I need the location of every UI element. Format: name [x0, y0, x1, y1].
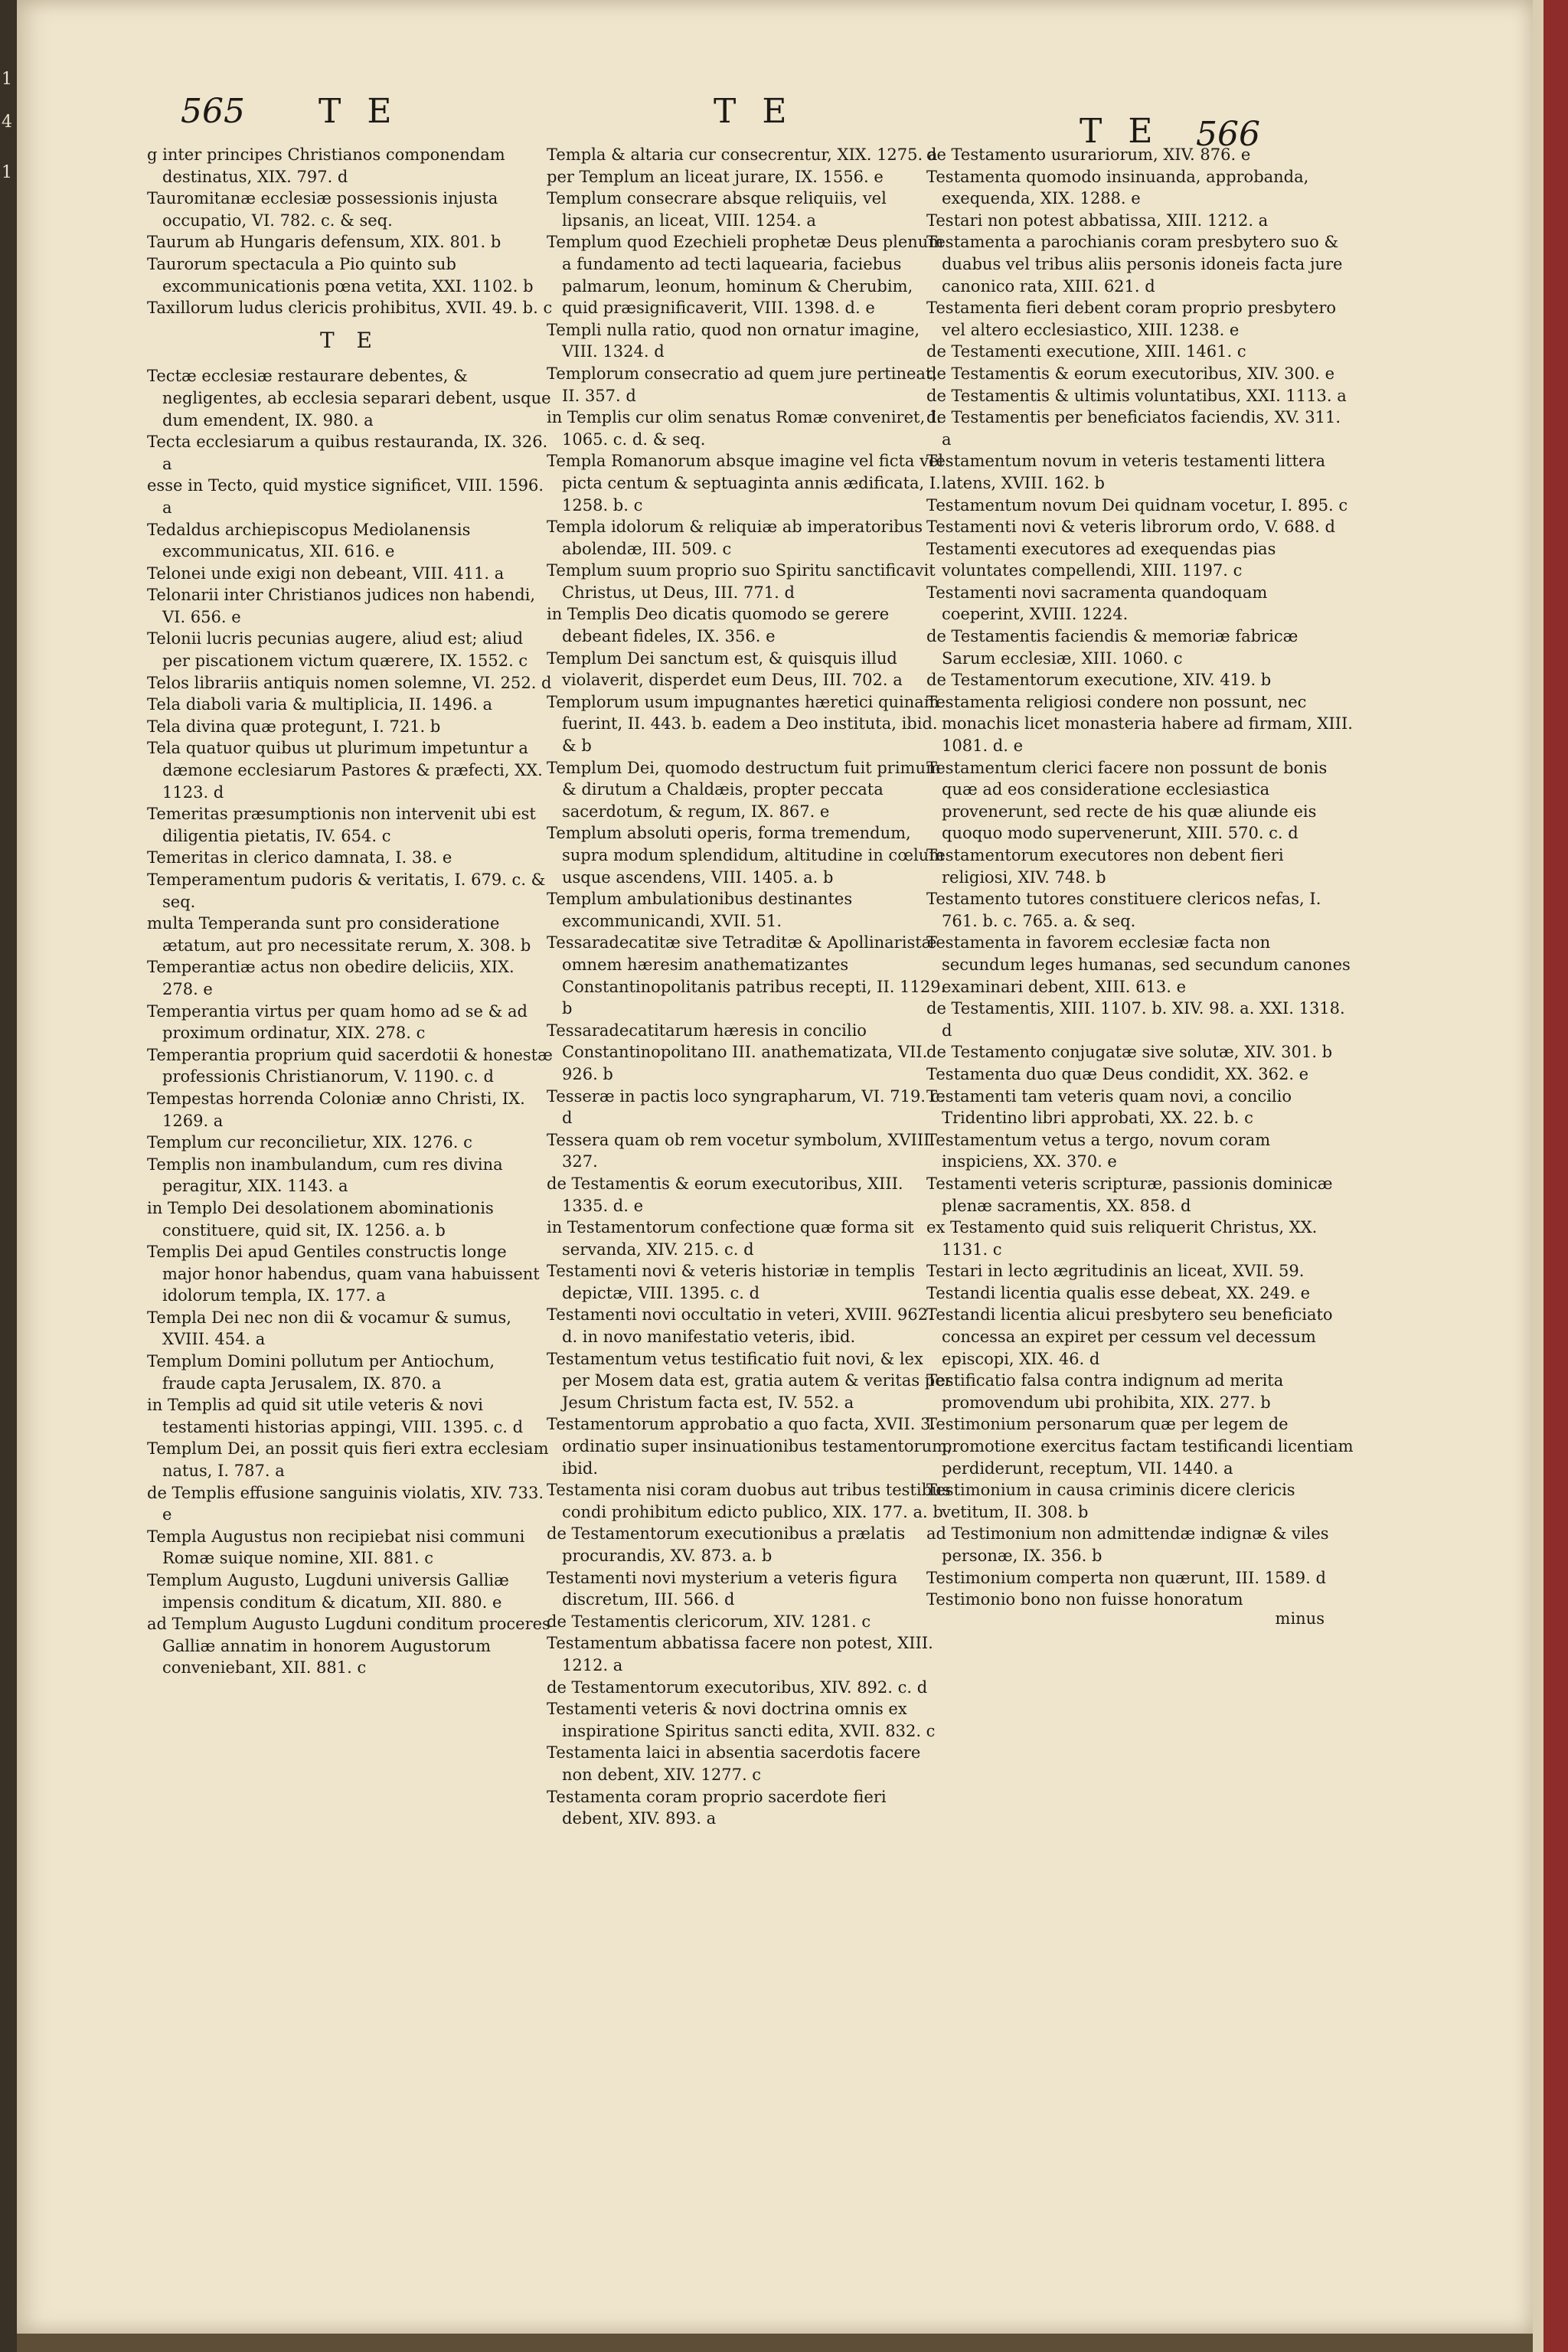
index-entry: Testamenti tam veteris quam novi, a concilio Tridentino libri approbati, XX. 22. b. c: [926, 1086, 1292, 1128]
index-entry: de Testamentis per beneficiatos faciendis, XV. 311. a: [926, 408, 1341, 449]
catchword: minus: [1275, 1609, 1325, 1628]
right-page-number: 566: [1196, 115, 1260, 154]
index-entry: Templa Augustus non recipiebat nisi communi Romæ suique nomine, XII. 881. c: [147, 1527, 525, 1568]
index-entry: Templum consecrare absque reliquiis, vel lipsanis, an liceat, VIII. 1254. a: [547, 189, 887, 230]
index-entry: Templi nulla ratio, quod non ornatur imagine, VIII. 1324. d: [547, 320, 920, 361]
spine-mark: 1: [2, 70, 12, 89]
index-entry: Tectæ ecclesiæ restaurare debentes, & negligentes, ab ecclesia separari debent, usque dum emendent, IX. 980. a: [147, 367, 551, 430]
index-entry: de Testamentorum executionibus a prælatis procurandis, XV. 873. a. b: [547, 1524, 906, 1565]
index-entry: Temperantia proprium quid sacerdotii & honestæ professionis Christianorum, V. 1190. c. d: [147, 1045, 553, 1086]
index-entry: Testamento tutores constituere clericos nefas, I. 761. b. c. 765. a. & seq.: [926, 890, 1321, 930]
right-running-head: T E: [1080, 112, 1161, 151]
index-entry: Testamenti novi & veteris historiæ in templis depictæ, VIII. 1395. c. d: [547, 1262, 916, 1302]
index-entry: de Templis effusione sanguinis violatis, XIV. 733. e: [147, 1483, 544, 1524]
index-entry: ex Testamento quid suis reliquerit Christus, XX. 1131. c: [926, 1218, 1318, 1259]
index-entry: Testimonium comperta non quærunt, III. 1589. d: [926, 1568, 1326, 1587]
index-entry: Testamenta nisi coram duobus aut tribus testibus condi prohibitum edicto publico, XIX. 177. a. b: [547, 1481, 951, 1521]
index-entry: Testamenta duo quæ Deus condidit, XX. 362. e: [926, 1064, 1309, 1083]
index-entry: Testamentum vetus a tergo, novum coram inspiciens, XX. 370. e: [926, 1130, 1271, 1171]
index-entry: in Templo Dei desolationem abominationis constituere, quid sit, IX. 1256. a. b: [147, 1198, 494, 1240]
index-entry: ad Templum Augusto Lugduni conditum proceres Galliæ annatim in honorem Augustorum conveniebant, XII. 881. c: [147, 1615, 550, 1677]
index-entry: Tempestas horrenda Coloniæ anno Christi, IX. 1269. a: [147, 1089, 525, 1130]
running-header: [17, 92, 1533, 154]
index-entry: Templum Dei, quomodo destructum fuit primum & dirutum a Chaldæis, propter peccata sacerdotum, & regum, IX. 867. e: [547, 758, 941, 821]
index-entry: Testamenti executores ad exequendas pias voluntates compellendi, XIII. 1197. c: [926, 539, 1276, 580]
index-entry: Templum suum proprio suo Spiritu sanctificavit Christus, ut Deus, III. 771. d: [547, 561, 936, 602]
index-entry: Temperamentum pudoris & veritatis, I. 679. c. & seq.: [147, 871, 546, 911]
index-entry: Tesseræ in pactis loco syngrapharum, VI. 719. c. d: [547, 1086, 946, 1128]
index-entry: Testari in lecto ægritudinis an liceat, XVII. 59.: [926, 1262, 1305, 1281]
index-entry: Templis Dei apud Gentiles constructis longe major honor habendus, quam vana habuissent idolorum templa, IX. 177. a: [147, 1243, 540, 1305]
book-cover-bottom: [17, 2334, 1533, 2352]
index-entry: g inter principes Christianos componendam destinatus, XIX. 797. d: [147, 145, 505, 186]
index-entry: Testandi licentia alicui presbytero seu beneficiato concessa an expiret per cessum vel decessum episcopi, XIX. 46. d: [926, 1305, 1333, 1368]
index-entry: Tela divina quæ protegunt, I. 721. b: [147, 717, 441, 736]
index-entry: Testamentorum approbatio a quo facta, XVII. 3. ordinatio super insinuationibus testamentorum, ibid.: [547, 1415, 952, 1478]
index-entry: Testamenti veteris & novi doctrina omnis ex inspiratione Spiritus sancti edita, XVII. 832. c: [547, 1700, 936, 1740]
index-entry: Testamentorum executores non debent fieri religiosi, XIV. 748. b: [926, 846, 1284, 887]
spine-mark: 4: [2, 113, 12, 132]
left-page-number: 565: [181, 92, 245, 131]
index-entry: Templa & altaria cur consecrentur, XIX. 1275. a: [547, 145, 938, 164]
index-entry: Templis non inambulandum, cum res divina peragitur, XIX. 1143. a: [147, 1155, 503, 1196]
index-entry: Templa Romanorum absque imagine vel ficta vel picta centum & septuaginta annis ædificata, I. 1258. b. c: [547, 452, 944, 514]
index-entry: de Testamentis & eorum executoribus, XIII. 1335. d. e: [547, 1174, 903, 1215]
index-entry: Testificatio falsa contra indignum ad merita promovendum ubi prohibita, XIX. 277. b: [926, 1371, 1284, 1412]
index-entry: Testamentum novum in veteris testamenti littera latens, XVIII. 162. b: [926, 452, 1325, 492]
index-entry: ad Testimonium non admittendæ indignæ & viles personæ, IX. 356. b: [926, 1524, 1329, 1565]
index-entry: Templorum consecratio ad quem jure pertineat, II. 357. d: [547, 364, 938, 405]
index-column-1: [147, 144, 553, 1679]
index-entry: de Testamento conjugatæ sive solutæ, XIV. 301. b: [926, 1043, 1333, 1062]
index-entry: in Testamentorum confectione quæ forma sit servanda, XIV. 215. c. d: [547, 1218, 914, 1259]
middle-running-head: T E: [714, 92, 795, 131]
index-entry: Testamentum clerici facere non possunt de bonis quæ ad eos consideratione ecclesiastica provenerunt, sed recte de his quæ aliunde eis quoquo modo supervenerunt, XIII. 570. c. d: [926, 758, 1328, 843]
left-running-head: T E: [318, 92, 400, 131]
index-entry: Templa Dei nec non dii & vocamur & sumus, XVIII. 454. a: [147, 1308, 511, 1349]
spine-mark: 1: [2, 163, 12, 182]
index-entry: Testamenta quomodo insinuanda, approbanda, exequenda, XIX. 1288. e: [926, 167, 1309, 208]
index-entry: Testamenti novi mysterium a veteris figura discretum, III. 566. d: [547, 1568, 898, 1609]
index-entry: Testimonium in causa criminis dicere clericis vetitum, II. 308. b: [926, 1481, 1295, 1521]
index-entry: Tela diaboli varia & multiplicia, II. 1496. a: [147, 695, 493, 714]
index-entry: in Templis Deo dicatis quomodo se gerere debeant fideles, IX. 356. e: [547, 605, 890, 646]
index-entry: Templum cur reconcilietur, XIX. 1276. c: [147, 1133, 472, 1152]
index-entry: Testamentum abbatissa facere non potest, XIII. 1212. a: [547, 1634, 933, 1674]
index-entry: Testari non potest abbatissa, XIII. 1212. a: [926, 211, 1269, 230]
index-entry: de Testamentis clericorum, XIV. 1281. c: [547, 1612, 871, 1631]
index-entry: de Testamentorum executione, XIV. 419. b: [926, 671, 1272, 690]
index-entry: in Templis cur olim senatus Romæ conveniret, I. 1065. c. d. & seq.: [547, 408, 942, 449]
index-entry: de Testamento usurariorum, XIV. 876. e: [926, 145, 1251, 164]
index-page: [17, 0, 1533, 2334]
index-entry: Templum Dei sanctum est, & quisquis illud violaverit, disperdet eum Deus, III. 702. a: [547, 648, 903, 690]
index-column-2: [547, 144, 952, 1830]
index-entry: de Testamentis & ultimis voluntatibus, XXI. 1113. a: [926, 386, 1347, 405]
index-entry: Templum ambulationibus destinantes excommunicandi, XVII. 51.: [547, 890, 853, 930]
index-entry: Testamenti novi sacramenta quandoquam coeperint, XVIII. 1224.: [926, 583, 1268, 624]
index-entry: Tessera quam ob rem vocetur symbolum, XVIII. 327.: [547, 1130, 936, 1171]
index-column-3: [926, 144, 1355, 1629]
index-entry: Testamenta fieri debent coram proprio presbytero vel altero ecclesiastico, XIII. 1238. e: [926, 299, 1337, 339]
index-entry: Testamenti veteris scripturæ, passionis dominicæ plenæ sacramentis, XX. 858. d: [926, 1174, 1333, 1215]
index-entry: per Templum an liceat jurare, IX. 1556. e: [547, 167, 884, 186]
index-entry: Telonii lucris pecunias augere, aliud est; aliud per piscationem victum quærere, IX. 1552. c: [147, 629, 528, 671]
index-entry: Tecta ecclesiarum a quibus restauranda, IX. 326. a: [147, 433, 548, 473]
index-entry: Templum absoluti operis, forma tremendum, supra modum splendidum, altitudine in cœlum usque ascendens, VIII. 1405. a. b: [547, 824, 945, 887]
index-entry: esse in Tecto, quid mystice significet, VIII. 1596. a: [147, 476, 544, 517]
index-entry: Testimonium personarum quæ per legem de promotione exercitus factam testificandi licentiam perdiderunt, receptum, VII. 1440. a: [926, 1415, 1354, 1478]
index-entry: Temeritas in clerico damnata, I. 38. e: [147, 848, 452, 867]
index-entry: Taurorum spectacula a Pio quinto sub excommunicationis pœna vetita, XXI. 1102. b: [147, 254, 534, 296]
index-entry: Testamenta in favorem ecclesiæ facta non secundum leges humanas, sed secundum canones examinari debent, XIII. 613. e: [926, 933, 1351, 996]
index-entry: Testamentum novum Dei quidnam vocetur, I. 895. c: [926, 495, 1348, 514]
index-entry: Templum Augusto, Lugduni universis Galliæ impensis conditum & dicatum, XII. 880. e: [147, 1571, 509, 1612]
book-spine-left: [0, 0, 17, 2352]
index-entry: de Testamenti executione, XIII. 1461. c: [926, 342, 1246, 361]
index-entry: Temperantiæ actus non obedire deliciis, XIX. 278. e: [147, 958, 514, 998]
index-entry: Temperantia virtus per quam homo ad se & ad proximum ordinatur, XIX. 278. c: [147, 1001, 528, 1043]
index-entry: de Testamentorum executoribus, XIV. 892. c. d: [547, 1677, 928, 1697]
book-cover-right: [1533, 0, 1568, 2352]
index-entry: de Testamentis, XIII. 1107. b. XIV. 98. a. XXI. 1318. d: [926, 999, 1345, 1040]
index-entry: Templum Dei, an possit quis fieri extra ecclesiam natus, I. 787. a: [147, 1439, 549, 1481]
index-entry: Taxillorum ludus clericis prohibitus, XVII. 49. b. c: [147, 299, 553, 318]
index-entry: Testamentum vetus testificatio fuit novi, & lex per Mosem data est, gratia autem & veritas per Jesum Christum facta est, IV. 552. a: [547, 1349, 952, 1412]
index-entry: multa Temperanda sunt pro consideratione ætatum, aut pro necessitate rerum, X. 308. b: [147, 914, 531, 955]
section-subheading: T E: [319, 327, 380, 353]
index-entry: Taurum ab Hungaris defensum, XIX. 801. b: [147, 233, 501, 252]
index-entry: Templa idolorum & reliquiæ ab imperatoribus abolendæ, III. 509. c: [547, 518, 923, 558]
index-entry: in Templis ad quid sit utile veteris & novi testamenti historias appingi, VIII. 1395. c. d: [147, 1396, 524, 1436]
index-entry: Testamenta coram proprio sacerdote fieri debent, XIV. 893. a: [547, 1787, 887, 1828]
index-entry: Tessaradecatitarum hæresis in concilio Constantinopolitano III. anathematizata, VII. 926. b: [547, 1021, 928, 1083]
index-entry: Testamenta laici in absentia sacerdotis facere non debent, XIV. 1277. c: [547, 1743, 921, 1784]
index-entry: Testamenti novi occultatio in veteri, XVIII. 962. d. in novo manifestatio veteris, ibid.: [547, 1305, 933, 1347]
index-entry: Telonarii inter Christianos judices non habendi, VI. 656. e: [147, 586, 536, 626]
index-entry: Tessaradecatitæ sive Tetraditæ & Apollinaristæ omnem hæresim anathematizantes Constantinopolitanis patribus recepti, II. 1129. b: [547, 933, 946, 1018]
index-entry: Tauromitanæ ecclesiæ possessionis injusta occupatio, VI. 782. c. & seq.: [147, 189, 498, 230]
index-entry: de Testamentis & eorum executoribus, XIV. 300. e: [926, 364, 1335, 383]
index-entry: Telos librariis antiquis nomen solemne, VI. 252. d: [147, 673, 552, 692]
index-entry: Testandi licentia qualis esse debeat, XX. 249. e: [926, 1283, 1311, 1302]
index-entry: Testimonio bono non fuisse honoratum: [926, 1590, 1243, 1609]
index-entry: Templum Domini pollutum per Antiochum, fraude capta Jerusalem, IX. 870. a: [147, 1352, 495, 1393]
index-entry: Tedaldus archiepiscopus Mediolanensis excommunicatus, XII. 616. e: [147, 520, 471, 561]
index-entry: Tela quatuor quibus ut plurimum impetuntur a dæmone ecclesiarum Pastores & præfecti, XX. 1123. d: [147, 739, 543, 802]
index-entry: Templum quod Ezechieli prophetæ Deus plenum a fundamento ad tecti laquearia, faciebus palmarum, leonum, hominum & Cherubim, quid præsignificaverit, VIII. 1398. d. e: [547, 233, 944, 318]
index-entry: de Testamentis faciendis & memoriæ fabricæ Sarum ecclesiæ, XIII. 1060. c: [926, 627, 1298, 668]
index-entry: Testamenta religiosi condere non possunt, nec monachis licet monasteria habere ad firmam, XIII. 1081. d. e: [926, 692, 1353, 756]
index-entry: Templorum usum impugnantes hæretici quinam fuerint, II. 443. b. eadem a Deo instituta, ibid. & b: [547, 692, 939, 756]
index-entry: Testamenti novi & veteris librorum ordo, V. 688. d: [926, 518, 1335, 537]
index-entry: Telonei unde exigi non debeant, VIII. 411. a: [147, 564, 505, 583]
index-entry: Temeritas præsumptionis non intervenit ubi est diligentia pietatis, IV. 654. c: [147, 805, 536, 845]
index-entry: Testamenta a parochianis coram presbytero suo & duabus vel tribus aliis personis idoneis facta jure canonico rata, XIII. 621. d: [926, 233, 1343, 296]
